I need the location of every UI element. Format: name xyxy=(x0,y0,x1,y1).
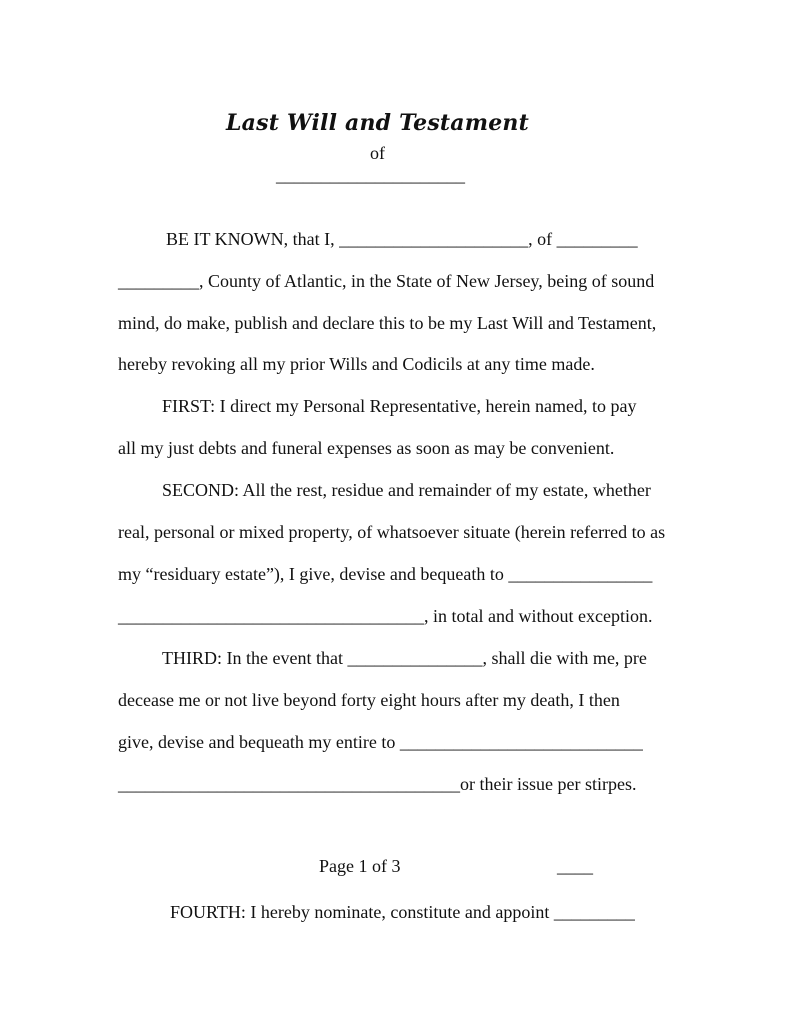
paragraph-line: SECOND: All the rest, residue and remainder of my estate, whether xyxy=(162,480,651,500)
paragraph-line: __________________________________, in total and without exception. xyxy=(118,606,653,626)
paragraph-line: all my just debts and funeral expenses as soon as may be convenient. xyxy=(118,438,615,458)
paragraph-line: decease me or not live beyond forty eight hours after my death, I then xyxy=(118,690,620,710)
paragraph-line: my “residuary estate”), I give, devise and bequeath to ________________ xyxy=(118,564,653,584)
initials-blank: ____ xyxy=(557,856,593,876)
paragraph-line: real, personal or mixed property, of whatsoever situate (herein referred to as xyxy=(118,522,666,542)
paragraph-line: THIRD: In the event that _______________, shall die with me, pre xyxy=(162,648,647,668)
paragraph-line: FIRST: I direct my Personal Representative, herein named, to pay xyxy=(162,396,637,416)
paragraph-line: give, devise and bequeath my entire to ___________________________ xyxy=(118,732,643,752)
paragraph-line: mind, do make, publish and declare this to be my Last Will and Testament, xyxy=(118,313,657,333)
page-number: Page 1 of 3 xyxy=(319,856,401,876)
paragraph-line: _________, County of Atlantic, in the State of New Jersey, being of sound xyxy=(118,271,655,291)
testator-name-blank: _____________________ xyxy=(276,165,465,185)
paragraph-line: hereby revoking all my prior Wills and Codicils at any time made. xyxy=(118,354,595,374)
paragraph-line: FOURTH: I hereby nominate, constitute and appoint _________ xyxy=(170,902,635,922)
paragraph-line: BE IT KNOWN, that I, _____________________, of _________ xyxy=(166,229,638,249)
of-label: of xyxy=(370,143,385,163)
paragraph-line: ______________________________________or their issue per stirpes. xyxy=(118,774,637,794)
document-title: Last Will and Testament xyxy=(226,110,529,136)
